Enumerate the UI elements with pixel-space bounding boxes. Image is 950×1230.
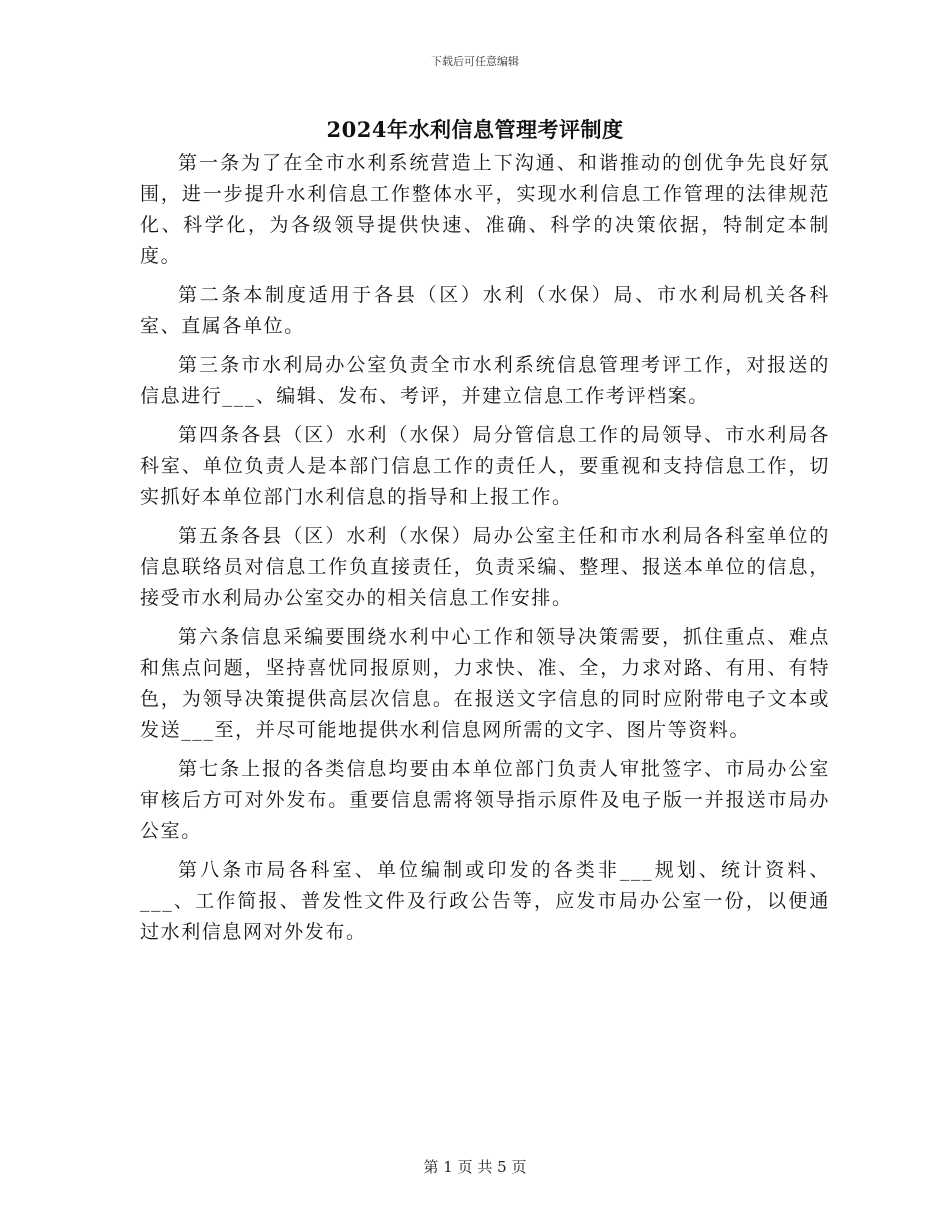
paragraph-article-6: 第六条信息采编要围绕水利中心工作和领导决策需要，抓住重点、难点和焦点问题，坚持喜忧同报原则，力求快、准、全，力求对路、有用、有特色，为领导决策提供高层次信息。在报送文字信息的同时应附带电子文本或发送___至，并尽可能地提供水利信息网所需的文字、图片等资料。 <box>140 626 830 741</box>
paragraph-article-1: 第一条为了在全市水利系统营造上下沟通、和谐推动的创优争先良好氛围，进一步提升水利信息工作整体水平，实现水利信息工作管理的法律规范化、科学化，为各级领导提供快速、准确、科学的决策依据，特制定本制度。 <box>140 152 830 267</box>
paragraph-article-4: 第四条各县（区）水利（水保）局分管信息工作的局领导、市水利局各科室、单位负责人是本部门信息工作的责任人，要重视和支持信息工作，切实抓好本单位部门水利信息的指导和上报工作。 <box>140 424 830 508</box>
page-number-footer: 第 1 页 共 5 页 <box>423 1158 527 1176</box>
document-body <box>140 148 830 956</box>
paragraph-article-8: 第八条市局各科室、单位编制或印发的各类非___规划、统计资料、___、工作简报、普发性文件及行政公告等，应发市局办公室一份，以便通过水利信息网对外发布。 <box>140 859 830 943</box>
header-note: 下载后可任意编辑 <box>431 55 519 68</box>
paragraph-article-7: 第七条上报的各类信息均要由本单位部门负责人审批签字、市局办公室审核后方可对外发布。重要信息需将领导指示原件及电子版一并报送市局办公室。 <box>140 758 830 842</box>
paragraph-article-3: 第三条市水利局办公室负责全市水利系统信息管理考评工作，对报送的信息进行___、编辑、发布、考评，并建立信息工作考评档案。 <box>140 354 830 407</box>
paragraph-article-5: 第五条各县（区）水利（水保）局办公室主任和市水利局各科室单位的信息联络员对信息工作负直接责任，负责采编、整理、报送本单位的信息，接受市水利局办公室交办的相关信息工作安排。 <box>140 525 830 609</box>
paragraph-article-2: 第二条本制度适用于各县（区）水利（水保）局、市水利局机关各科室、直属各单位。 <box>140 284 830 337</box>
document-title: 2024年水利信息管理考评制度 <box>326 117 624 142</box>
